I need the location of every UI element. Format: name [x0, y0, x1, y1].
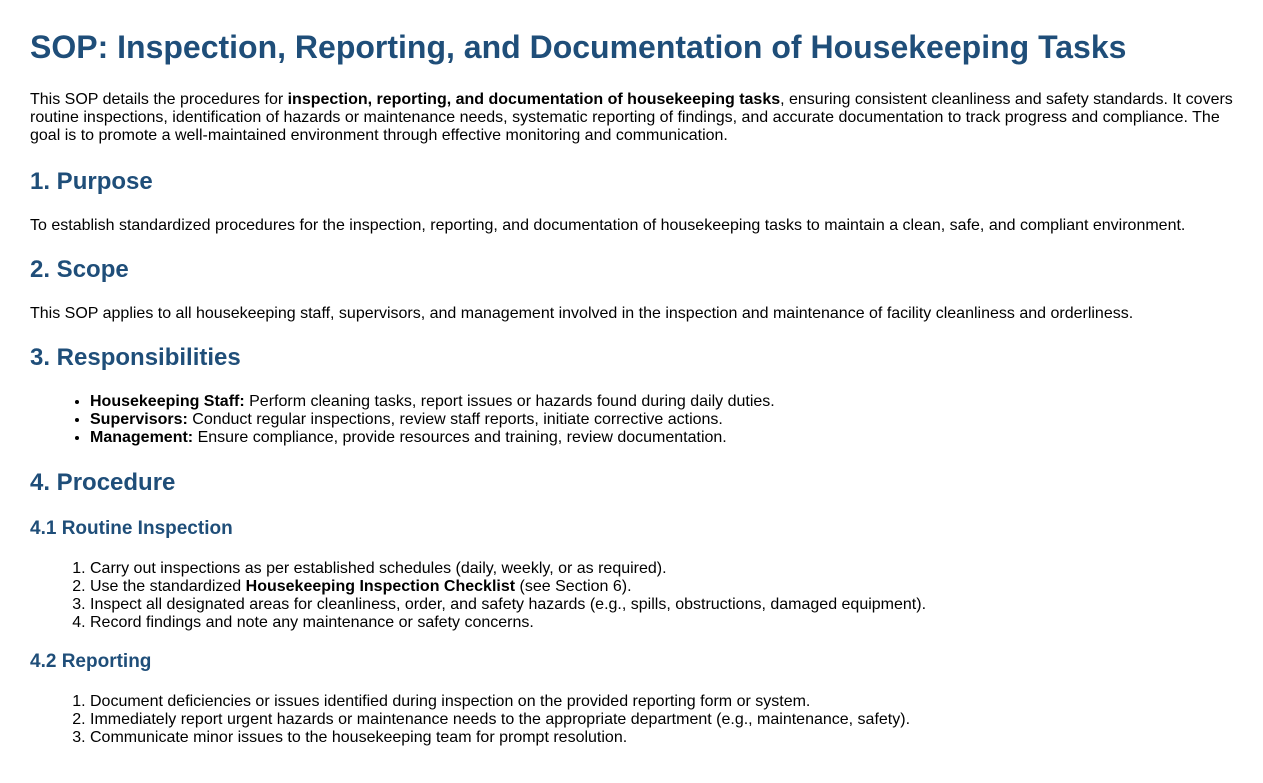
role-label: Management:	[90, 429, 194, 446]
page-title: SOP: Inspection, Reporting, and Documentation of Housekeeping Tasks	[30, 29, 1127, 65]
list-item	[90, 411, 1233, 429]
reporting-steps	[30, 693, 1233, 747]
purpose-heading: 1. Purpose	[30, 168, 153, 195]
reporting-heading: 4.2 Reporting	[30, 651, 152, 672]
document	[0, 29, 1263, 747]
list-item: 3. Communicate minor issues to the housekeeping team for prompt resolution.	[90, 729, 1233, 747]
responsibilities-list	[30, 393, 1233, 447]
role-description: Conduct regular inspections, review staff reports, initiate corrective actions.	[187, 411, 723, 428]
intro-text-start: This SOP details the procedures for	[30, 91, 288, 108]
step-text-start: Use the standardized	[90, 578, 246, 595]
intro-paragraph	[30, 91, 1233, 145]
step-text-end: (see Section 6).	[515, 578, 632, 595]
list-item: 1. Document deficiencies or issues identified during inspection on the provided reporting form or system.	[90, 693, 1233, 711]
list-item: 2. Immediately report urgent hazards or maintenance needs to the appropriate department (e.g., maintenance, safety).	[90, 711, 1233, 729]
list-item: 4. Record findings and note any maintenance or safety concerns.	[90, 614, 1233, 632]
list-item	[90, 429, 1233, 447]
list-item	[90, 393, 1233, 411]
list-item	[90, 578, 1233, 596]
scope-heading: 2. Scope	[30, 256, 129, 283]
list-item: 3. Inspect all designated areas for cleanliness, order, and safety hazards (e.g., spills, obstructions, damaged equipment).	[90, 596, 1233, 614]
scope-text: This SOP applies to all housekeeping staff, supervisors, and management involved in the inspection and maintenance of facility cleanliness and orderliness.	[30, 305, 1134, 322]
purpose-text: To establish standardized procedures for the inspection, reporting, and documentation of housekeeping tasks to maintain a clean, safe, and compliant environment.	[30, 217, 1186, 234]
procedure-heading: 4. Procedure	[30, 469, 176, 496]
role-label: Supervisors:	[90, 411, 188, 428]
role-description: Ensure compliance, provide resources and training, review documentation.	[193, 429, 727, 446]
responsibilities-heading: 3. Responsibilities	[30, 344, 241, 371]
intro-text-bold: inspection, reporting, and documentation of housekeeping tasks	[287, 91, 781, 108]
routine-inspection-steps	[30, 560, 1233, 632]
intro-text-end: , ensuring consistent cleanliness and safety standards. It covers routine inspections, identification of hazards or maintenance needs, systematic reporting of findings, and accurate documentation to track progress and compliance. The goal is to promote a well-maintained environment through effective monitoring and communication.	[30, 91, 1233, 144]
role-description: Perform cleaning tasks, report issues or hazards found during daily duties.	[244, 393, 775, 410]
checklist-name: Housekeeping Inspection Checklist	[245, 578, 516, 595]
list-item: 1. Carry out inspections as per established schedules (daily, weekly, or as required).	[90, 560, 1233, 578]
role-label: Housekeeping Staff:	[90, 393, 245, 410]
routine-inspection-heading: 4.1 Routine Inspection	[30, 518, 233, 539]
